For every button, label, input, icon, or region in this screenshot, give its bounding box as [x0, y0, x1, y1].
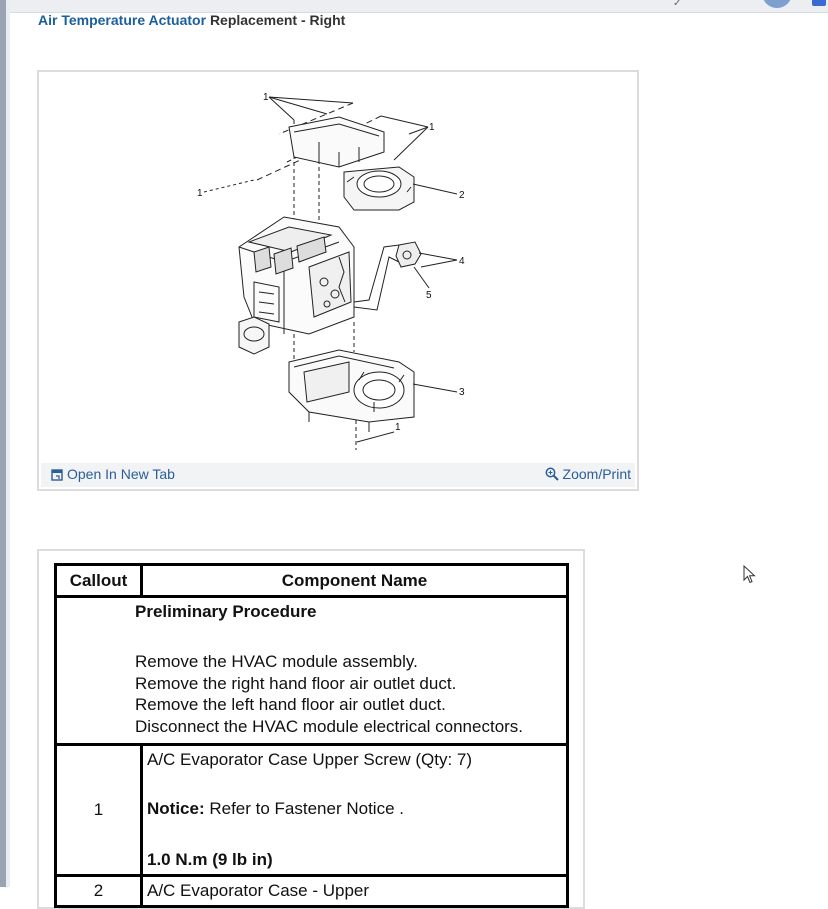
callout-label-3: 3 — [459, 387, 465, 398]
zoom-print-label: Zoom/Print — [562, 466, 631, 482]
callout-cell: 1 — [56, 745, 142, 876]
callout-label-1-bottom: 1 — [395, 422, 401, 433]
table-row — [56, 876, 568, 907]
callout-label-5: 5 — [426, 290, 432, 301]
page-title — [38, 12, 345, 28]
component-name: A/C Evaporator Case - Upper — [147, 881, 370, 900]
component-table-container — [37, 549, 585, 909]
open-in-new-tab-label: Open In New Tab — [67, 466, 175, 482]
callout-label-1-left: 1 — [197, 188, 203, 199]
open-tab-icon — [51, 469, 63, 481]
header-component-name: Component Name — [142, 565, 568, 597]
open-in-new-tab-link[interactable] — [51, 466, 175, 482]
header-callout: Callout — [56, 565, 142, 597]
zoom-print-link[interactable] — [545, 466, 631, 482]
preliminary-heading: Preliminary Procedure — [135, 602, 317, 621]
title-text: Replacement - Right — [209, 12, 346, 28]
callout-label-4: 4 — [459, 256, 465, 267]
callout-label-1-top: 1 — [263, 92, 269, 103]
mouse-cursor-icon — [743, 565, 757, 585]
component-name: A/C Evaporator Case Upper Screw (Qty: 7) — [147, 750, 473, 769]
table-header-row — [56, 565, 568, 597]
hvac-module-exploded-diagram — [39, 72, 637, 464]
component-cell — [142, 876, 568, 907]
callout-cell: 2 — [56, 876, 142, 907]
user-avatar[interactable] — [762, 0, 792, 8]
component-cell — [142, 745, 568, 876]
preliminary-step: Remove the right hand floor air outlet duct. — [135, 673, 457, 693]
preliminary-cell — [56, 597, 568, 745]
torque-spec: 1.0 N.m (9 lb in) — [147, 850, 273, 869]
figure-footer — [41, 463, 635, 487]
notice-text: Refer to Fastener Notice . — [204, 799, 404, 818]
preliminary-step: Disconnect the HVAC module electrical connectors. — [135, 716, 524, 736]
preliminary-row — [56, 597, 568, 745]
callout-label-1-right: 1 — [429, 122, 435, 133]
notice-label: Notice: — [147, 799, 205, 818]
figure-container — [37, 70, 639, 491]
preliminary-step: Remove the left hand floor air outlet duct. — [135, 695, 446, 714]
notice — [147, 799, 562, 819]
callout-label-2: 2 — [459, 190, 465, 201]
component-table — [54, 563, 569, 908]
toolbar-mark-icon: ✓ — [673, 0, 682, 9]
preliminary-step: Remove the HVAC module assembly. — [135, 652, 418, 671]
window-left-edge-inner — [6, 0, 10, 887]
title-link[interactable]: Air Temperature Actuator — [38, 12, 207, 28]
notification-icon[interactable] — [812, 0, 826, 6]
zoom-icon — [545, 467, 559, 481]
table-row — [56, 745, 568, 876]
